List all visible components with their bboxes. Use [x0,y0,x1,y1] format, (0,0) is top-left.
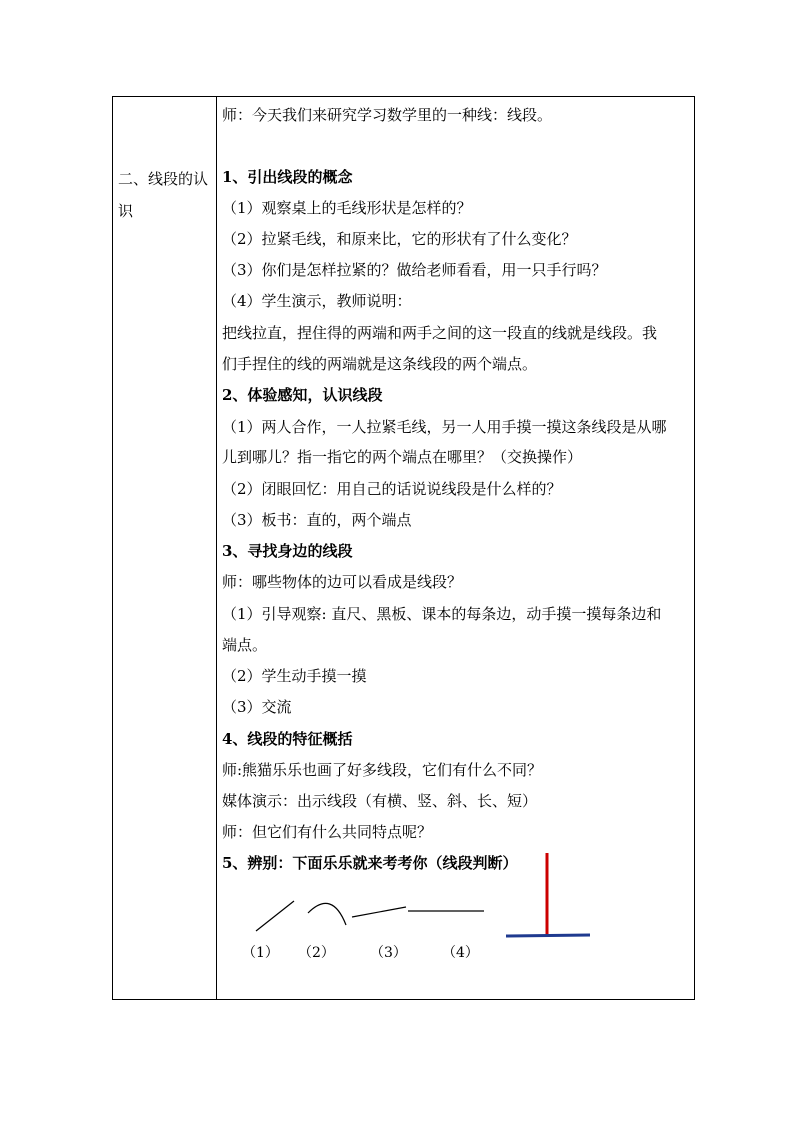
text-line: （3）交流 [222,698,292,716]
text-line: 师:熊猫乐乐也画了好多线段，它们有什么不同？ [222,761,543,779]
text-line: 们手捏住的线的两端就是这条线段的两个端点。 [222,355,538,373]
section-label: 二、线段的认识 [118,170,209,220]
horizontal-blue-segment [506,935,590,936]
text-line: （2）学生动手摸一摸 [222,667,367,685]
figure-label-4: （4） [442,945,479,961]
text-line: （3）板书：直的，两个端点 [222,511,412,529]
lesson-table [112,96,695,1000]
text-line: （1）引导观察: 直尺、黑板、课本的每条边，动手摸一摸每条边和 [222,605,662,623]
text-line: 师：今天我们来研究学习数学里的一种线：线段。 [222,106,553,124]
figure-2-curved-line [308,903,346,925]
text-line: 儿到哪儿？指一指它的两个端点在哪里？（交换操作） [222,448,583,466]
text-line: 端点。 [222,636,268,654]
section-heading: 4、线段的特征概括 [222,730,353,748]
figure-label-2: （2） [298,945,335,961]
figure-label-1: （1） [242,945,279,961]
text-line: 师：哪些物体的边可以看成是线段？ [222,573,463,591]
section-heading: 5、辨别：下面乐乐就来考考你（线段判断） [222,854,518,872]
figure-label-3: （3） [370,945,407,961]
text-line: （3）你们是怎样拉紧的？做给老师看看，用一只手行吗？ [222,261,607,279]
text-line: （4）学生演示，教师说明： [222,292,412,310]
text-line: （1）两人合作，一人拉紧毛线，另一人用手摸一摸这条线段是从哪 [222,418,667,436]
figure-3-straight-line [352,907,406,917]
figure-1-straight-line [256,901,294,931]
column-divider [216,97,217,999]
text-line: （1）观察桌上的毛线形状是怎样的？ [222,199,472,217]
text-line: （2）闭眼回忆：用自己的话说说线段是什么样的？ [222,480,562,498]
text-line: 师：但它们有什么共同特点呢？ [222,823,433,841]
section-heading: 1、引出线段的概念 [222,168,353,186]
text-line: 把线拉直，捏住得的两端和两手之间的这一段直的线就是线段。我 [222,324,658,342]
text-line: （2）拉紧毛线，和原来比，它的形状有了什么变化？ [222,230,577,248]
section-heading: 3、寻找身边的线段 [222,542,353,560]
text-line: 媒体演示：出示线段（有横、竖、斜、长、短） [222,792,538,810]
section-heading: 2、体验感知，认识线段 [222,386,383,404]
